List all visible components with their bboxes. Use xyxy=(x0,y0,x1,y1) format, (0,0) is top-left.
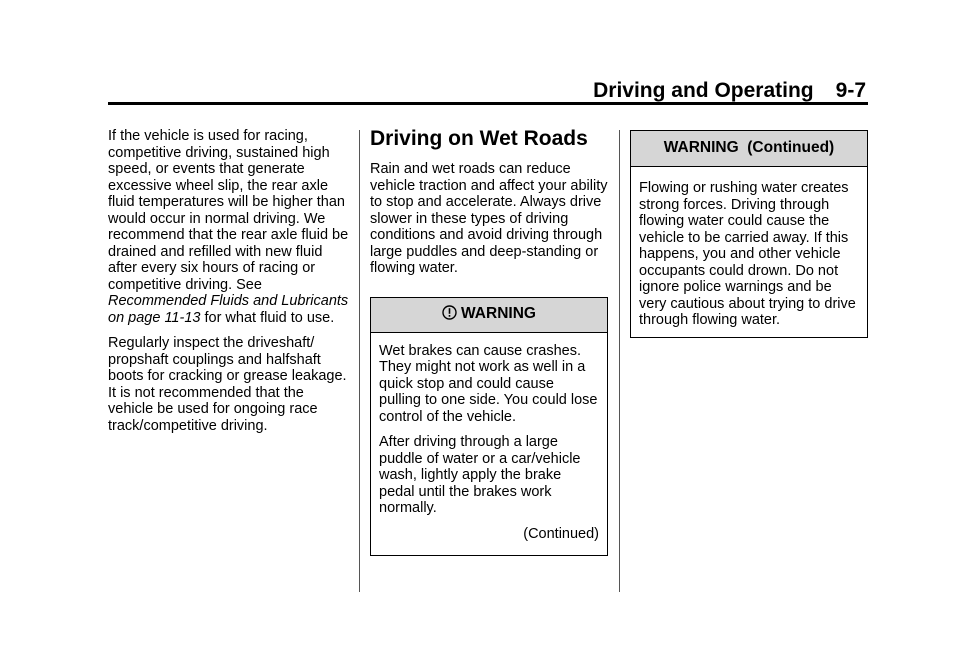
cross-reference: Recommended Fluids and Lubricants on page 11-13 xyxy=(108,293,349,326)
warning-box xyxy=(370,297,608,557)
warning-body xyxy=(371,333,607,556)
column-divider-2 xyxy=(619,130,620,592)
warning-continued-body xyxy=(631,167,867,337)
paragraph-inspect: Regularly inspect the driveshaft/ propshaft couplings and halfshaft boots for cracking or grease leakage. It is not recommended that the vehicle be used for ongoing race track/competitive driving. xyxy=(108,335,347,434)
section-title: Driving and Operating xyxy=(593,79,814,102)
warning-header xyxy=(371,298,607,333)
warning-paragraph-2: After driving through a large puddle of water or a car/vehicle wash, lightly apply the brake pedal until the brakes work normally. xyxy=(379,434,581,516)
warning-title: WARNING xyxy=(461,305,536,323)
column-divider-1 xyxy=(359,130,360,592)
warning-icon xyxy=(442,305,457,325)
column-1 xyxy=(108,128,350,443)
column-3 xyxy=(630,130,868,338)
warning-continued-box xyxy=(630,130,868,338)
section-heading: Driving on Wet Roads xyxy=(370,127,588,150)
intro-paragraph: Rain and wet roads can reduce vehicle traction and affect your ability to stop and accelerate. Always drive slower in these types of driving conditions and avoid driving through large puddles and deep-standing or flowing water. xyxy=(370,161,608,276)
paragraph-racing xyxy=(108,128,350,326)
continued-label: (Continued) xyxy=(523,525,599,542)
warning-paragraph-1: Wet brakes can cause crashes. They might not work as well in a quick stop and could cause pulling to one side. You could lose control of the vehicle. xyxy=(379,342,598,425)
column-2 xyxy=(370,126,608,556)
warning-continued-title: WARNING (Continued) xyxy=(663,139,835,157)
paragraph-racing-tail: for what fluid to use. xyxy=(200,309,335,326)
paragraph-racing-text: If the vehicle is used for racing, competitive driving, sustained high speed, or events that generate excessive wheel slip, the rear axle fluid temperatures will be higher than would occur in normal driving. We recommend that the rear axle fluid be drained and refilled with new fluid after every six hours of racing or competitive driving. See xyxy=(108,128,349,293)
page-number: 9-7 xyxy=(835,79,866,102)
warning-continued-paragraph: Flowing or rushing water creates strong forces. Driving through flowing water could cause the vehicle to be carried away. If this happens, you and other vehicle occupants could drown. Do not ignore police warnings and be very cautious about trying to drive through flowing water. xyxy=(639,180,856,328)
warning-continued-header xyxy=(631,131,867,167)
header-rule xyxy=(108,102,868,105)
